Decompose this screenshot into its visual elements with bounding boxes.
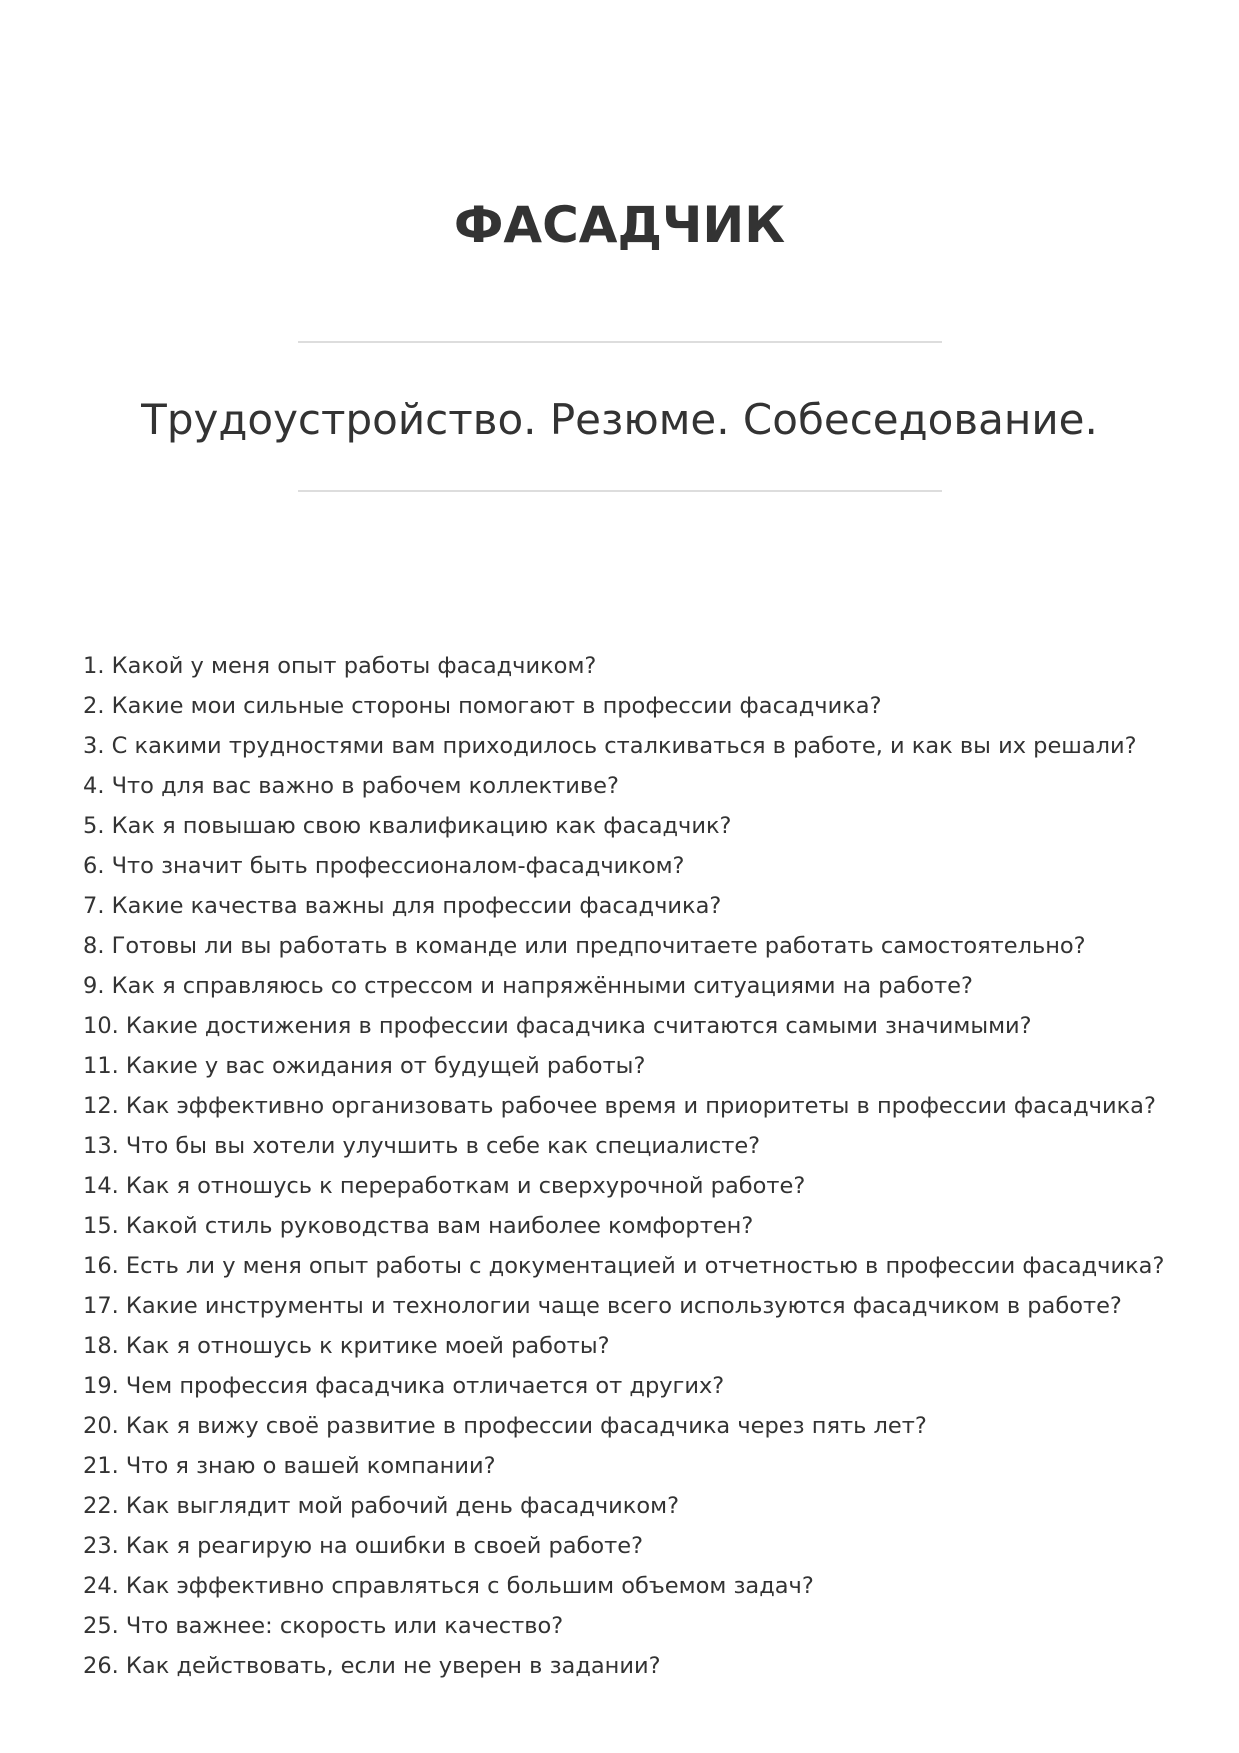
question-item: 17. Какие инструменты и технологии чаще всего используются фасадчиком в работе? bbox=[83, 1293, 1122, 1319]
question-item: 5. Как я повышаю свою квалификацию как фасадчик? bbox=[83, 813, 732, 839]
question-item: 1. Какой у меня опыт работы фасадчиком? bbox=[83, 653, 597, 679]
question-item: 10. Какие достижения в профессии фасадчика считаются самыми значимыми? bbox=[83, 1013, 1032, 1039]
question-item: 26. Как действовать, если не уверен в задании? bbox=[83, 1653, 661, 1679]
question-item: 14. Как я отношусь к переработкам и сверхурочной работе? bbox=[83, 1173, 806, 1199]
question-item: 23. Как я реагирую на ошибки в своей работе? bbox=[83, 1533, 644, 1559]
question-item: 16. Есть ли у меня опыт работы с документацией и отчетностью в профессии фасадчика? bbox=[83, 1253, 1165, 1279]
question-item: 24. Как эффективно справляться с большим объемом задач? bbox=[83, 1573, 814, 1599]
document-title: ФАСАДЧИК bbox=[453, 196, 786, 254]
question-item: 8. Готовы ли вы работать в команде или предпочитаете работать самостоятельно? bbox=[83, 933, 1086, 959]
question-item: 6. Что значит быть профессионалом-фасадчиком? bbox=[83, 853, 685, 879]
title-divider-bottom bbox=[298, 490, 942, 492]
question-item: 22. Как выглядит мой рабочий день фасадчиком? bbox=[83, 1493, 680, 1519]
question-item: 2. Какие мои сильные стороны помогают в профессии фасадчика? bbox=[83, 693, 882, 719]
question-item: 15. Какой стиль руководства вам наиболее комфортен? bbox=[83, 1213, 754, 1239]
question-item: 13. Что бы вы хотели улучшить в себе как специалисте? bbox=[83, 1133, 761, 1159]
question-list bbox=[83, 646, 1203, 1686]
question-item: 3. С какими трудностями вам приходилось сталкиваться в работе, и как вы их решали? bbox=[83, 733, 1137, 759]
title-divider-top bbox=[298, 341, 942, 343]
question-item: 9. Как я справляюсь со стрессом и напряжёнными ситуациями на работе? bbox=[83, 973, 973, 999]
question-item: 4. Что для вас важно в рабочем коллективе? bbox=[83, 773, 619, 799]
question-item: 18. Как я отношусь к критике моей работы? bbox=[83, 1333, 610, 1359]
question-item: 21. Что я знаю о вашей компании? bbox=[83, 1453, 496, 1479]
document-subtitle: Трудоустройство. Резюме. Собеседование. bbox=[141, 395, 1098, 444]
question-item: 20. Как я вижу своё развитие в профессии фасадчика через пять лет? bbox=[83, 1413, 927, 1439]
question-item: 7. Какие качества важны для профессии фасадчика? bbox=[83, 893, 722, 919]
question-item: 11. Какие у вас ожидания от будущей работы? bbox=[83, 1053, 646, 1079]
question-item: 19. Чем профессия фасадчика отличается от других? bbox=[83, 1373, 725, 1399]
question-item: 25. Что важнее: скорость или качество? bbox=[83, 1613, 564, 1639]
question-item: 12. Как эффективно организовать рабочее время и приоритеты в профессии фасадчика? bbox=[83, 1093, 1156, 1119]
